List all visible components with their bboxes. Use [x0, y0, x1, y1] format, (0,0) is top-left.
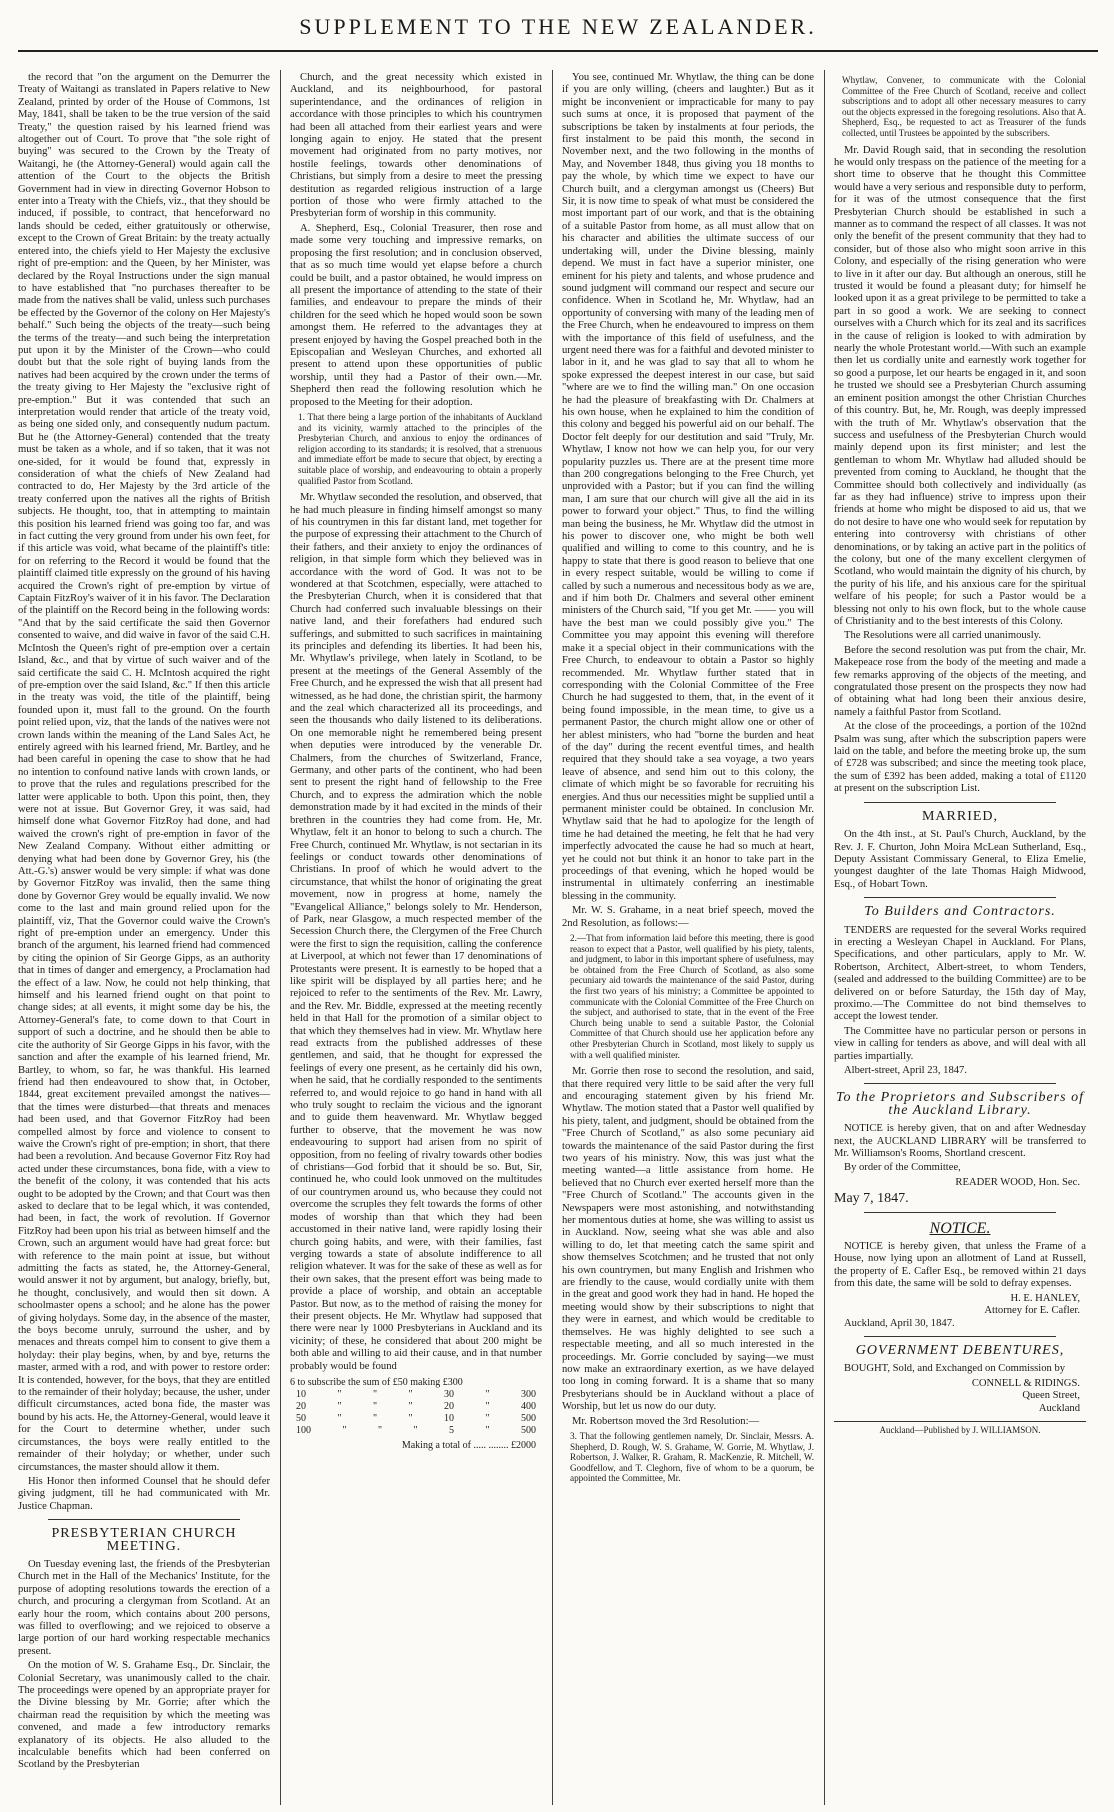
table-cell: ": [337, 1388, 342, 1400]
column-4: [834, 72, 1086, 1807]
table-cell: ": [372, 1412, 378, 1424]
article-paragraph: Mr. Robertson moved the 3rd Resolution:—: [572, 1415, 760, 1427]
table-cell: 400: [521, 1400, 536, 1412]
library-date: May 7, 1847.: [834, 1191, 909, 1207]
table-cell: ": [337, 1412, 342, 1424]
section-heading: PRESBYTERIAN CHURCH MEETING.: [51, 1526, 237, 1554]
builders-notice: The Committee have no particular person or persons in view in calling for tenders as above, and will deal with all parties impartially.: [834, 1025, 1086, 1062]
table-cell: 300: [521, 1388, 536, 1400]
table-cell: ": [485, 1400, 490, 1412]
column-1: [18, 72, 270, 1807]
table-cell: 500: [521, 1424, 536, 1436]
notice-heading: NOTICE.: [929, 1219, 991, 1237]
subscription-table: [290, 1377, 542, 1452]
notice-signature-role: Attorney for E. Cafler.: [984, 1305, 1080, 1317]
column-divider: [280, 70, 281, 1805]
article-paragraph: On the motion of W. S. Grahame Esq., Dr. Sinclair, the Colonial Secretary, was unanimously called to the chair. The proceedings were opened by an appropriate prayer for the Divine blessing by Mr. Gorrie; after which the chairman read the requisition by which the meeting was convened, and made a few introductory remarks explanatory of its objects. He also alluded to the incalculable benefits which had been conferred on Scotland by the Presbyterian: [18, 1660, 270, 1771]
column-3: [562, 72, 814, 1807]
debentures-signature: CONNELL & RIDINGS.: [971, 1377, 1080, 1389]
table-cell: 500: [521, 1412, 536, 1424]
column-divider: [824, 70, 825, 1805]
article-paragraph: On Tuesday evening last, the friends of the Presbyterian Church met in the Hall of the Mechanics' Institute, for the purpose of adopting resolutions towards the erection of a church, and procuring a clergyman from Scotland. At an early hour the room, which contains about 200 persons, was filled to overflowing; and we rejoiced to observe a large portion of our hard working respectable mechanics present.: [18, 1558, 270, 1657]
table-cell: ": [408, 1412, 413, 1424]
table-cell: 20: [296, 1400, 306, 1412]
section-rule: [864, 1336, 1056, 1337]
table-cell: 10: [296, 1388, 306, 1400]
masthead: SUPPLEMENT TO THE NEW ZEALANDER.: [299, 14, 817, 39]
section-rule: [48, 1519, 240, 1520]
article-paragraph: At the close of the proceedings, a portion of the 102nd Psalm was sung, after which the subscription papers were laid on the table, and before the meeting broke up, the sum of £728 was subscribed; and since the meeting took place, the sum of £392 has been added, making a total of £1120 at present on the subscription List.: [834, 721, 1086, 795]
debentures-heading: GOVERNMENT DEBENTURES,: [855, 1342, 1065, 1358]
article-paragraph: Church, and the great necessity which existed in Auckland, and its neighbourhood, for pastoral superintendance, and the ordinances of religion in accordance with those principles to which his countrymen had been all attached from their earliest years and were longing again to enjoy. He stated that the present movement had originated from no party motives, nor hostile feelings, towards other denominations of Christians, but simply from a desire to meet the pressing destitution as regarded religious instruction of a large portion of those who were firmly attached to the Presbyterian form of worship in this community.: [290, 72, 542, 220]
column-2: [290, 72, 542, 1807]
article-paragraph: You see, continued Mr. Whytlaw, the thing can be done if you are only willing, (cheers and laughter.) But as it might be inconvenient or impracticable for many to pay such sums at once, it is proposed that payment of the subscriptions be taken by instalments at four periods, the first instalment to be paid this month, the second in November next, and the two following in the months of May, and November 1848, thus giving you 18 months to pay the whole, by which time we expect to have our Church built, and a clergyman amongst us (Cheers) But Sir, it is now time to speak of what must be considered the most important part of our work, and that is the obtaining of a suitable Pastor from home, as all must allow that on his character and abilities the ultimate success of our undertaking will, under the Divine blessing, mainly depend. We must in fact have a superior minister, one eminent for his piety and talents, and whose prudence and sound judgment will command our respect and secure our confidence. When in Scotland he, Mr. Whytlaw, had an opportunity of conversing with many of the leading men of the Free Church, when he endeavoured to impress on them with the importance of this field of usefulness, and the urgent need there was for a faithful and devoted minister to labor in it, and he was glad to say that all to whom he spoke expressed the deepest interest in our case, but said "where are we to find the willing man." On one occasion he had the pleasure of breakfasting with Dr. Chalmers at his own house, when he explained to him the condition of this colony and begged his powerful aid on our behalf. The Doctor felt deeply for our destitution and said "Truly, Mr. Whytlaw, I know not how we can help you, for our very popularity puzzles us. There are at the present time more than 200 congregations belonging to the Free Church, yet unprovided with a Pastor; but if you can find the willing man, I am sure that our church will give all the aid in its power to forward your object." Thus, to find the willing man being the business, he Mr. Whytlaw did the utmost in his power to discover one, who might be both well qualified and willing to come to this country, and he is happy to state that there is good reason to believe that one in every respect suitable, would be willing to come if called by such a numerous and necessitous body as we are, and if him both Dr. Chalmers and several other eminent ministers of the Church said, "If you get Mr. —— you will have the best man we could possibly give you." The Committee you may appoint this evening will therefore make it a special object in their communications with the Free Church, to endeavour to obtain a Pastor so highly recommended. Mr. Whytlaw further stated that in corresponding with the Colonial Committee of the Free Church he had suggested to them, that, in the event of it being found impossible, in the mean time, to give us a permanent Pastor, the church might allow one or other of her ablest ministers, who had "borne the burden and heat of the day" during the recent eventful times, and health required that they should take a sea voyage, a two years leave of absence, and send him out to this colony, the climate of which might be so favorable for recruiting his energies. And thus our necessities might be supplied until a permanent minister could be obtained. In conclusion Mr. Whytlaw said that he had to apologize for the length of time he had detained the meeting, he felt that he had very imperfectly advocated the cause he had so much at heart, yet he could not but think it an honor to take part in the proceedings of that evening, which he hoped would be instrumental in ultimately conferring an inestimable blessing in the community.: [562, 72, 814, 902]
table-cell: 50: [296, 1412, 306, 1424]
section-rule: [864, 1083, 1056, 1084]
table-cell: ": [485, 1412, 490, 1424]
table-cell: 5: [449, 1424, 455, 1436]
library-by: By order of the Committee,: [844, 1162, 961, 1174]
builders-notice: TENDERS are requested for the several Works required in erecting a Wesleyan Chapel in Auckland. For Plans, Specifications, and other particulars, apply to Mr. W. Robertson, Architect, Albert-street, to whom Tenders, (sealed and addressed to the building Committee) are to be delivered on or before Saturday, the 15th day of May, proximo.—The Committee do not bind themselves to accept the lowest tender.: [834, 924, 1086, 1023]
table-cell: ": [413, 1424, 418, 1436]
resolution-text: 2.—That from information laid before this meeting, there is good reason to expect that a Pastor, well qualified by his piety, talents, and judgment, to labor in this important sphere of usefulness, may be obtained from the Free Church of Scotland, as also some pecuniary aid towards the maintenance of the said Pastor, during the first two years of his ministry; a Committee be appointed to communicate with the Colonial Committee of the Free Church on the subject, and authorised to state, that in the event of the Free Church being unable to send a suitable Pastor, the Colonial Committee of that Church should use her application before any other Presbyterian Church in Scotland, most likely to supply us with a well qualified minister.: [570, 933, 814, 1060]
masthead-rule: [18, 50, 1098, 52]
library-heading: To the Proprietors and Subscribers of the Auckland Library.: [836, 1090, 1084, 1118]
married-heading: MARRIED,: [921, 808, 999, 824]
table-cell: ": [377, 1424, 383, 1436]
notice-signature: H. E. HANLEY,: [1010, 1292, 1080, 1304]
notice-text: NOTICE is hereby given, that unless the Frame of a House, now lying upon an allotment of Land at Russell, the property of E. Cafler Esq., be removed within 21 days from this date, the same will be sold to defray expenses.: [834, 1241, 1086, 1290]
debentures-text: BOUGHT, Sold, and Exchanged on Commission by: [844, 1363, 1066, 1375]
article-paragraph: Mr. David Rough said, that in seconding the resolution he would only trespass on the patience of the meeting for a short time to observe that he thought this Committee would have a very serious and responsible duty to perform, for it was of the utmost consequence that the first Presbyterian Church should be established in such a manner as to command the respect of all classes. It was not only the benefit of the present community that they had to consider, but of those also who might soon arrive in this Colony, and especially of the rising generation who were to live in it after our day. But although an onerous, still he trusted it would be found a pleasant duty; for himself he looked upon it as a great privilege to be permitted to take a part in so good a work. We are seeking to connect ourselves with a Church which for its zeal and its sacrifices in the cause of religion is looked to with admiration by nearly the whole Protestant world.—With such an example then let us cordially unite and earnestly work together for so good a purpose, let our hearts be engaged in it, and soon he trusted we should see a Presbyterian Church assuming an eminent position amongst the other Christian Churches of this country. But, he, Mr. Rough, was deeply impressed with the truth of Mr. Whytlaw's observation that the success and usefulness of the Presbyterian Church would mainly depend upon its first minister; and lest the gentleman to whom Mr. Whytlaw had alluded should be prevented from coming to Auckland, he thought that the Committee should both collectively and individually (as far as they had influence) strive to impress upon their friends at home who might be disposed to aid us, that we do not desire to have one who would seek for reputation by entering into controversy with christians of other denominations, or by taking an active part in the politics of the colony, but one of the many excellent clergymen of Scotland, who would maintain the dignity of his church, by the purity of his life, and his anxious care for the spiritual welfare of his people; for such a Pastor would be a blessing not only to his own flock, but to the whole cause of Christianity and to the best interests of this Colony.: [834, 144, 1086, 627]
section-rule: [864, 1212, 1056, 1213]
article-paragraph: A. Shepherd, Esq., Colonial Treasurer, then rose and made some very touching and impressive remarks, on proposing the first resolution; and in conclusion observed, that as so much time would yet elapse before a church could be built, and a pastor obtained, he would impress on all present the importance of attending to the state of their families, and endeavour to prepare the minds of their children for the seed which he hoped would soon be sown amongst them. He referred to the advantages they at present enjoyed by having the Gospel preached both in the Episcopalian and Wesleyan Churches, and exhorted all present to attend upon these opportunities of public worship, until they had a Pastor of their own.—Mr. Shepherd then read the following resolution which he proposed to the Meeting for their adoption.: [290, 222, 542, 408]
table-cell: 10: [444, 1412, 455, 1424]
married-notice: On the 4th inst., at St. Paul's Church, Auckland, by the Rev. J. F. Churton, John Moira McLean Sutherland, Esq., Deputy Assistant Commissary General, to Eliza Emelie, youngest daughter of the late Thomas Haigh Midwood, Esq., of Hobart Town.: [834, 829, 1086, 890]
table-cell: ": [408, 1388, 413, 1400]
article-paragraph: Mr. Gorrie then rose to second the resolution, and said, that there required very little to be said after the very full and encouraging statement given by his friend Mr. Whytlaw. The motion stated that a Pastor well qualified by his piety, talent, and judgment, should be obtained from the "Free Church of Scotland," as also some pecuniary aid towards the maintenance of the said Pastor during the first two years of his ministry. Now, this was just what the meeting wanted—a little assistance from home. He believed that no Church ever exerted herself more than the "Free Church of Scotland." The accounts given in the Newspapers were most astonishing, and notwithstanding her momentous duties at home, she was willing to assist us in Auckland. Now, seeing what she was able and also willing to do, let that meeting catch the same spirit and show themselves Scotchmen; and he trusted that not only his own countrymen, but many English and Irishmen who are friendly to the cause, would cordially unite with them in the great and good work they had in hand. He hoped the meeting would show by their subscriptions to night that they were in earnest, and which would be creditable to themselves. He was highly delighted to see such a respectable meeting, and all so much interested in the proceedings. Mr. Gorrie concluded by saying—we must now make an extraordinary exertion, as we have delayed too long in coming forward. It is a shame that so many Presbyterians should be in Auckland without a place of Worship, but let us now do our duty.: [562, 1066, 814, 1413]
library-notice: NOTICE is hereby given, that on and after Wednesday next, the AUCKLAND LIBRARY will be transferred to Mr. Williamson's Rooms, Shortland crescent.: [834, 1123, 1086, 1160]
table-cell: ": [485, 1424, 490, 1436]
table-cell: 20: [444, 1400, 455, 1412]
library-signature: READER WOOD, Hon. Sec.: [955, 1176, 1080, 1188]
table-row: [290, 1413, 542, 1425]
debentures-address: Queen Street,: [1022, 1390, 1080, 1402]
publisher-footer: Auckland—Published by J. WILLIAMSON.: [834, 1421, 1086, 1436]
newspaper-page: [18, 0, 1098, 1812]
table-cell: ": [372, 1400, 378, 1412]
table-cell: ": [337, 1400, 342, 1412]
article-paragraph: The Resolutions were all carried unanimously.: [844, 630, 1042, 642]
table-cell: ": [372, 1388, 378, 1400]
resolution-text: Whytlaw, Convener, to communicate with the Colonial Committee of the Free Church of Scotland, receive and collect subscriptions and to adopt all other necessary measures to carry out the objects expressed in the foregoing resolutions. Also that A. Shepherd, Esq., be requested to act as Treasurer of the funds collected, until Trustees be appointed by the subscribers.: [842, 75, 1086, 138]
section-rule: [864, 802, 1056, 803]
table-cell: ": [485, 1388, 490, 1400]
table-row: [290, 1425, 542, 1437]
resolution-text: 1. That there being a large portion of the inhabitants of Auckland and its vicinity, warmly attached to the principles of the Presbyterian Church, and anxious to enjoy the ordinances of religion according to its standards; it is resolved, that a strenuous and immediate effort be made to secure that object, by erecting a suitable place of worship, and endeavouring to obtain a properly qualified Pastor from Scotland.: [298, 411, 542, 486]
article-paragraph: His Honor then informed Counsel that he should defer giving judgment, till he had communicated with Mr. Justice Chapman.: [18, 1475, 270, 1512]
column-divider: [552, 70, 553, 1805]
builders-heading: To Builders and Contractors.: [864, 904, 1056, 920]
table-intro: 6 to subscribe the sum of £50 making £300: [290, 1376, 463, 1388]
article-paragraph: the record that "on the argument on the Demurrer the Treaty of Waitangi as translated in Papers relative to New Zealand, printed by order of the House of Commons, 1st May, 1841, shall be taken to be the true version of the said Treaty," the question raised by his learned friend was altogether out of Court. To prove that "the sole right of buying" was secured to the Crown by the Treaty of Waitangi, he (the Attorney-General) would again call the attention of the Court to the objects the British Government had in view in directing Governor Hobson to enter into a Treaty with the Chiefs, viz., that they should be induced, if possible, to contract, that henceforward no lands should be ceded, either gratuitously or otherwise, except to the Crown of Great Britain: by the treaty actually entered into, the chiefs yield to Her Majesty the exclusive right of pre-emption: and the Queen, by her Minister, was declared by the Royal Instructions under the sign manual to have established that "no purchases thereafter to be made from the natives shall be valid, unless such purchases be effected by the Governor of the colony on Her Majesty's behalf." Such being the objects of the treaty—such being the terms of the treaty—and such being the interpretation put upon it by the Minister of the Crown—who could doubt but that the sole right of buying lands from the natives had been acquired by the crown under the terms of the treaty giving to Her Majesty the "exclusive right of pre-emption." But it was contended that such an interpretation would render that article of the treaty void, as being one sided only, and consequently nudum pactum. But he (the Attorney-General) contended that the treaty must be taken as a whole, and if so taken, that it was not one-sided, for it would be found that, expressly in consideration of what the chiefs of New Zealand had contracted to do, Her Majesty by the 3rd article of the treaty conferred upon the natives all the rights of British subjects. He thought, too, that in attempting to maintain this position his learned friend was going too far, and was in fact cutting the very ground from under his own feet, for if this article was void, what became of the plaintiff's title: for on referring to the Record it would be found that the plaintiff claimed title expressly on the ground of his having acquired the Crown's right of pre-emption by virtue of Captain FitzRoy's waiver of it in his favor. The Declaration of the plaintiff on the Record being in the following words: "And that by the said certificate the said then Governor consented to waive, and did waive in favor of the said C.H. McIntosh the Queen's right of pre-emption over a certain Island, &c., and that by virtue of such waiver and of the said certificate the said C. H. McIntosh acquired the right of pre-emption over the said Island, &c." If then this article in the treaty was void, the title of the plaintiff, being founded upon it, must fall to the ground. On the fourth point relied upon, viz, that the lands of the natives were not crown lands within the meaning of the Land Sales Act, he entirely agreed with his learned friend, Mr. Bartley, and he had been careful in opening the case to show that he had no intention to confound native lands with crown lands, or to prove that the rules and regulations prescribed for the latter were applicable to both. Upon this point, then, they were not at issue. But Governor Grey, it was said, had himself done what Governor FitzRoy had done, and had waived the crown's right of pre-emption in favor of the New Zealand Company. Without either admitting or denying what had been done by Governor Grey, his (the Att.-G.'s) answer would be very simple: if what was done by Governor FitzRoy was invalid, then the same thing done by Governor Grey would be equally invalid. We now come to the last and main ground relied upon for the plaintiff, viz, That the Governor could waive the Crown's right of pre-emption under an emergency. Under this branch of the argument, his learned friend had commenced by citing the opinion of Sir George Gipps, as an authority that in times of danger and emergency, a Proclamation had the effect of a law. Now, he could not help thinking, that himself and his learned friend ought on that point to change sides; at all events, it might some day be his, the Attorney-General's fate, to come down to that Court in support of such a doctrine, and he should then be able to cite the authority of Sir George Gipps in his favor, with the sanction and after the example of his learned friend, Mr. Bartley, to whom, so far, he was thankful. His learned friend had then endeavoured to show that, in October, 1844, great excitement prevailed amongst the natives—that the times were disturbed—that threats and menaces had been used, and that Governor FitzRoy had been compelled almost by force and violence to consent to waive the Crown's right of pre-emption; in short, that there had been a revolution. And because Governor Fitz Roy had acted under these circumstances, bona fide, with a view to the benefit of the colony, it was contended that his acts ought to be adopted by the Crown; and that Court was then asked to declare that to be legal which, it was contended, had been, in fact, the work of revolution. If Governor FitzRoy had been upon his trial as between himself and the Crown, such an argument would have had great force: but with reference to the main point at issue, but without admitting the facts as stated, he, the Attorney-General, would answer it not by argument, but analogy, briefly, but, he thought, conclusively, and would then sit down. A schoolmaster opens a school; and he alone has the power of giving holydays. Some day, in the absence of the master, the boys become unruly, surround the usher, and by menaces and threats compel him to consent to give them a holyday: their play begins, when, by and bye, returns the master, armed with a rod, and with power to restore order: It is contended, however, for the boys, that they are entitled to the remainder of their holyday; because, the usher, under difficult circumstances, acted bona fide, the master was bound by his acts. He, the Attorney-General, would leave it for the Court to determine whether, under such circumstances, the boys were really entitled to the remainder of their holyday; or whether, under such circumstances, the master should allow it them.: [18, 72, 270, 1473]
table-cell: 30: [444, 1388, 455, 1400]
resolution-text: 3. That the following gentlemen namely, Dr. Sinclair, Messrs. A. Shepherd, D. Rough, W. S. Grahame, W. Gorrie, M. Whytlaw, J. Robertson, J. Walker, R. Graham, R. MacKenzie, R. Mitchell, W. Goodfellow, and T. Cleghorn, five of whom to be a quorum, be appointed the Committee, Mr.: [570, 1430, 814, 1484]
table-total: Making a total of ..... ........ £2000: [401, 1439, 536, 1451]
notice-date: Auckland, April 30, 1847.: [844, 1317, 955, 1329]
table-cell: ": [342, 1424, 347, 1436]
article-paragraph: Before the second resolution was put from the chair, Mr. Makepeace rose from the body of the meeting and made a few remarks approving of the objects of the meeting, and congratulated those present on the prospects they now had of obtaining what had long been their anxious desire, namely a faithful Pastor from Scotland.: [834, 644, 1086, 718]
builders-date: Albert-street, April 23, 1847.: [844, 1065, 967, 1076]
debentures-city: Auckland: [1038, 1402, 1080, 1414]
table-cell: ": [408, 1400, 413, 1412]
table-row: [290, 1401, 542, 1413]
article-paragraph: Mr. Whytlaw seconded the resolution, and observed, that he had much pleasure in finding himself amongst so many of his countrymen in this far distant land, met together for the purpose of expressing their attachment to the Church of their fathers, and their anxiety to enjoy the ordinances of religion, in that simple form which they believed was in accordance with the word of God. It was not to be wondered at that Scotchmen, especially, were attached to the Presbyterian Church, when it is considered that that Church had conferred such invaluable blessings on their native land, and their forefathers had endured such sufferings, and submitted to such sacrifices in maintaining its principles and defending its liberties. It had been his, Mr. Whytlaw's privilege, when lately in Scotland, to be present at the meetings of the General Assembly of the Free Church, and he expressed the wish that all present had witnessed, as he had done, the christian spirit, the harmony and the zeal which characterized all its proceedings, and seen the thousands who daily listened to its deliberations. On one memorable night he remembered being present when deputies were introduced by the venerable Dr. Chalmers, from the churches of Switzerland, France, Germany, and other parts of the continent, who had been sent to present the right hand of fellowship to the Free Church, and to express the admiration which the noble demonstration made by it had excited in the minds of their brethren in the countries they had come from. He, Mr. Whytlaw, felt it an honor to belong to such a church. The Free Church, continued Mr. Whytlaw, is not sectarian in its feelings or conduct towards other denominations of Christians. In proof of which he would advert to the circumstance, that whilst the honor of originating the great movement, now in progress at home, namely the "Evangelical Alliance," belongs solely to Mr. Henderson, of Park, near Glasgow, a much respected member of the Secession Church there, the Clergymen of the Free Church were the first to sign the requisition, calling the conference at Liverpool, at which not fewer than 17 denominations of Protestants were present. It is earnestly to be hoped that a like spirit will be displayed by all parties here; and he rejoiced to refer to the sentiments of the Rev. Mr. Lawry, and the Rev. Mr. Biddle, expressed at the meeting recently held in that Hall for the promotion of a similar object to that which they themselves had in view. Mr. Whytlaw here read extracts from the published addresses of these gentlemen, and said, that he thought for expressed the feelings of every one present, as he certainly did his own, when he said, that he cordially responded to the sentiments referred to, and would rejoice to go hand in hand with all who truly sought to reclaim the vicious and the ignorant and to guide them heavenward. Mr. Whytlaw begged further to observe, that the movement he was now endeavouring to support had arisen from no spirit of opposition, from no feeling of rivalry towards other bodies of christians—God forbid that it should be so. But, Sir, continued he, who could look unmoved on the multitudes of our countrymen around us, who because they could not overcome the scruples they felt towards the forms of other modes of worship than that which they had been accustomed in their native land, were rapidly losing their church going habits, and were, with their families, fast verging towards a state of absolute indifference to all religion whatever. It was for the sake of these as well as for their own sakes, that the present effort was being made to provide a place of worship, and obtain an acceptable Pastor. But now, as to the method of raising the money for their present objects. He Mr. Whytlaw had supposed that there were near ly 1000 Presbyterians in Auckland and its vicinity; of these, he considered that about 200 might be both able and willing to aid their cause, and in that number probably would be found: [290, 492, 542, 1372]
table-cell: 100: [296, 1424, 311, 1436]
article-paragraph: Mr. W. S. Grahame, in a neat brief speech, moved the 2nd Resolution, as follows:—: [562, 905, 814, 929]
section-rule: [864, 897, 1056, 898]
table-row: [290, 1389, 542, 1401]
